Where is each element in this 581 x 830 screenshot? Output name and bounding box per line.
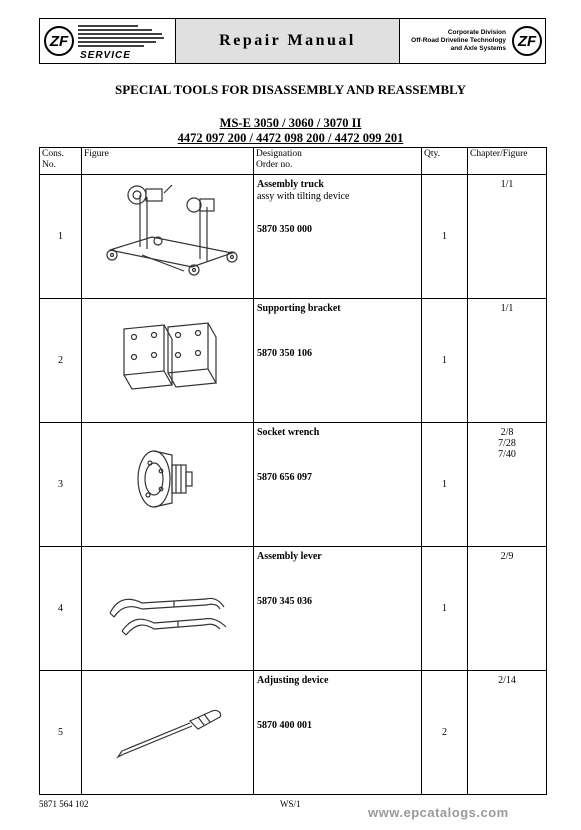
header-chapter: Chapter/Figure xyxy=(468,148,547,175)
page-title: SPECIAL TOOLS FOR DISASSEMBLY AND REASSEMBLY xyxy=(115,82,466,97)
tool-description: assy with tilting device xyxy=(257,191,350,202)
model-title: MS-E 3050 / 3060 / 3070 II xyxy=(219,116,362,130)
row-number: 3 xyxy=(40,423,82,547)
quantity: 2 xyxy=(422,671,468,795)
quantity: 1 xyxy=(422,175,468,299)
order-number: 5870 350 106 xyxy=(257,348,312,359)
table-row xyxy=(40,175,547,299)
special-tools-table xyxy=(39,147,547,795)
chapter-figure: 2/8 7/28 7/40 xyxy=(468,423,547,547)
figure-cell xyxy=(82,299,254,423)
table-header-row xyxy=(40,148,547,175)
table-row xyxy=(40,547,547,671)
adjusting-device-figure xyxy=(82,671,254,786)
designation-cell xyxy=(254,175,422,299)
chapter-figure: 1/1 xyxy=(468,299,547,423)
tool-name: Socket wrench xyxy=(257,427,320,438)
table-row xyxy=(40,423,547,547)
service-label: SERVICE xyxy=(80,50,131,61)
chapter-figure: 2/14 xyxy=(468,671,547,795)
order-number: 5870 350 000 xyxy=(257,224,312,235)
zf-service-logo xyxy=(40,19,176,63)
table-row xyxy=(40,671,547,795)
socket-wrench-figure xyxy=(82,423,254,538)
chapter-figure: 2/9 xyxy=(468,547,547,671)
page-number: WS/1 xyxy=(280,799,301,809)
manual-title: Repair Manual xyxy=(176,19,400,63)
designation-cell xyxy=(254,547,422,671)
logo-speed-lines-icon xyxy=(78,24,166,50)
designation-cell xyxy=(254,299,422,423)
supporting-bracket-figure xyxy=(82,299,254,414)
tool-name: Assembly truck xyxy=(257,179,324,190)
row-number: 4 xyxy=(40,547,82,671)
watermark: www.epcatalogs.com xyxy=(368,805,509,820)
figure-cell xyxy=(82,547,254,671)
order-numbers-title: 4472 097 200 / 4472 098 200 / 4472 099 201 xyxy=(177,131,404,145)
row-number: 5 xyxy=(40,671,82,795)
header-qty: Qty. xyxy=(422,148,468,175)
figure-cell xyxy=(82,175,254,299)
document-number: 5871 564 102 xyxy=(39,799,89,809)
tool-name: Adjusting device xyxy=(257,675,329,686)
row-number: 1 xyxy=(40,175,82,299)
quantity: 1 xyxy=(422,547,468,671)
division-block xyxy=(400,19,545,63)
quantity: 1 xyxy=(422,423,468,547)
assembly-truck-figure xyxy=(82,175,254,290)
header-figure: Figure xyxy=(82,148,254,175)
zf-logo-right-icon: ZF xyxy=(512,26,542,56)
order-number: 5870 345 036 xyxy=(257,596,312,607)
assembly-lever-figure xyxy=(82,547,254,662)
designation-cell xyxy=(254,671,422,795)
figure-cell xyxy=(82,423,254,547)
header-cons: Cons. No. xyxy=(40,148,82,175)
table-row xyxy=(40,299,547,423)
chapter-figure: 1/1 xyxy=(468,175,547,299)
order-number: 5870 656 097 xyxy=(257,472,312,483)
document-header xyxy=(39,18,546,64)
row-number: 2 xyxy=(40,299,82,423)
zf-logo-icon: ZF xyxy=(44,26,74,56)
quantity: 1 xyxy=(422,299,468,423)
tool-name: Supporting bracket xyxy=(257,303,341,314)
division-text: Corporate Division Off-Road Driveline Technology and Axle Systems xyxy=(411,29,506,52)
tool-name: Assembly lever xyxy=(257,551,322,562)
designation-cell xyxy=(254,423,422,547)
figure-cell xyxy=(82,671,254,795)
order-number: 5870 400 001 xyxy=(257,720,312,731)
header-designation: Designation Order no. xyxy=(254,148,422,175)
